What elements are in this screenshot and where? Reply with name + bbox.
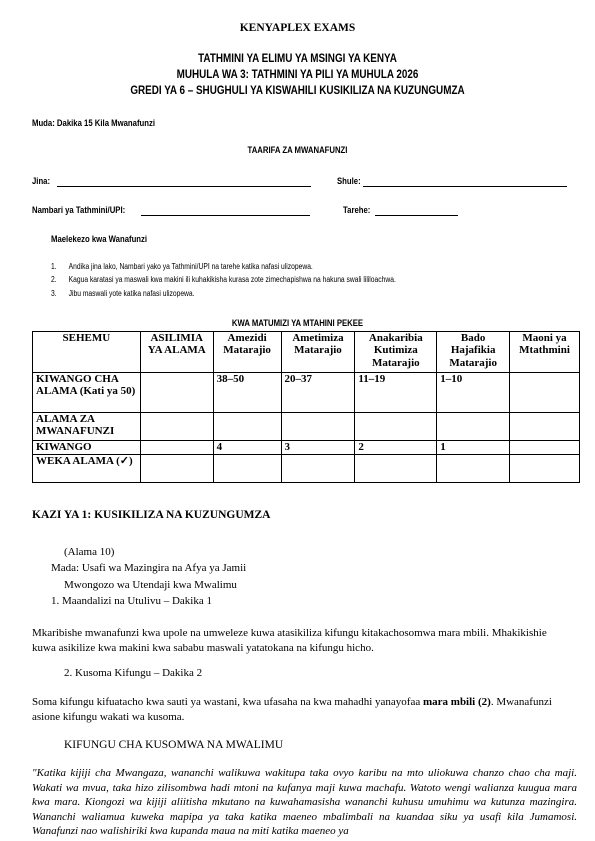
exam-title-line-2: MUHULA WA 3: TATHMINI YA PILI YA MUHULA 2026 xyxy=(176,69,419,81)
table-cell: 2 xyxy=(355,441,437,455)
instruction-item: 2. Kagua karatasi ya maswali kwa makini ili kuhakikisha kurasa zote zimechapishwa na hakuna swali lililoachwa. xyxy=(51,275,396,284)
table-header-row xyxy=(33,332,580,373)
table-cell[interactable] xyxy=(437,413,510,441)
table-cell[interactable] xyxy=(510,413,580,441)
step-2-paragraph: Soma kifungu kifuatacho kwa sauti ya wastani, kwa ufasaha na kwa mahadhi yanayofaa mara mbili (2). Mwanafunzi asione kifungu wakati wa kusoma. xyxy=(32,696,552,723)
student-info-heading: TAARIFA ZA MWANAFUNZI xyxy=(247,145,348,155)
name-label: Jina: xyxy=(32,176,51,186)
duration-label: Muda: Dakika 15 Kila Mwanafunzi xyxy=(32,118,156,128)
school-field[interactable] xyxy=(363,176,567,187)
teacher-guide-heading: Mwongozo wa Utendaji kwa Mwalimu xyxy=(64,579,237,591)
date-field[interactable] xyxy=(375,205,458,216)
table-cell[interactable] xyxy=(213,455,281,483)
table-cell: 38–50 xyxy=(213,373,281,413)
table-cell: 11–19 xyxy=(355,373,437,413)
step-1-heading: 1. Maandalizi na Utulivu – Dakika 1 xyxy=(51,595,212,607)
table-cell: 20–37 xyxy=(281,373,355,413)
table-cell[interactable] xyxy=(355,413,437,441)
examiner-score-table xyxy=(32,331,580,483)
examiner-table-heading: KWA MATUMIZI YA MTAHINI PEKEE xyxy=(231,318,364,328)
passage-title: KIFUNGU CHA KUSOMWA NA MWALIMU xyxy=(64,739,284,751)
table-cell[interactable] xyxy=(281,413,355,441)
task-marks: (Alama 10) xyxy=(64,546,115,558)
table-cell[interactable] xyxy=(140,441,213,455)
date-label: Tarehe: xyxy=(343,205,371,215)
table-cell[interactable] xyxy=(510,373,580,413)
table-cell[interactable] xyxy=(355,455,437,483)
table-cell[interactable] xyxy=(140,413,213,441)
instruction-item: 1. Andika jina lako, Nambari yako ya Tathmini/UPI na tarehe katika nafasi ulizopewa. xyxy=(51,262,313,271)
exam-title-line-3: GREDI YA 6 – SHUGHULI YA KISWAHILI KUSIKILIZA NA KUZUNGUMZA xyxy=(130,85,465,97)
step-1-paragraph: Mkaribishe mwanafunzi kwa upole na umweleze kuwa atasikiliza kifungu kitakachosomwa mara mbili. Mhakikishie kuwa asikilize kwa makini kwa sababu maswali yatatokana na kifungu hicho. xyxy=(32,627,547,654)
name-field[interactable] xyxy=(57,176,311,187)
table-cell[interactable] xyxy=(213,413,281,441)
column-header: Bado Hajafikia Matarajio xyxy=(437,332,510,373)
task-heading: KAZI YA 1: KUSIKILIZA NA KUZUNGUMZA xyxy=(32,509,271,521)
table-cell: WEKA ALAMA (✓) xyxy=(33,455,141,483)
table-cell[interactable] xyxy=(140,373,213,413)
column-header: ASILIMIA YA ALAMA xyxy=(140,332,213,373)
assessment-number-label: Nambari ya Tathmini/UPI: xyxy=(32,205,126,215)
instructions-heading: Maelekezo kwa Wanafunzi xyxy=(51,234,148,244)
column-header: Ametimiza Matarajio xyxy=(281,332,355,373)
column-header: Anakaribia Kutimiza Matarajio xyxy=(355,332,437,373)
table-cell[interactable] xyxy=(437,455,510,483)
column-header: Amezidi Matarajio xyxy=(213,332,281,373)
reading-passage: "Katika kijiji cha Mwangaza, wananchi walikuwa wakitupa taka ovyo karibu na mto uliokuwa chanzo chao cha maji. Wakati wa mvua, taka hizo zilisombwa hadi mtoni na kufanya maji kuwa machafu. Watoto wengi walianza kuugua mara kwa mara. Kiongozi wa kijiji aliitisha mkutano na kuwahamasisha wananchi kuhusu umuhimu wa kutunza mazingira. Wananchi waliamua kuweka mapipa ya taka katika maeneo mbalimbali na kuandaa siku ya usafi kila Jumamosi. Wanafunzi nao walishiriki kwa kupanda maua na miti katika maeneo ya xyxy=(32,767,577,837)
instruction-item: 3. Jibu maswali yote katika nafasi ulizopewa. xyxy=(51,289,195,298)
assessment-number-field[interactable] xyxy=(141,205,310,216)
table-row xyxy=(33,413,580,441)
table-cell[interactable] xyxy=(510,455,580,483)
step-2-heading: 2. Kusoma Kifungu – Dakika 2 xyxy=(64,667,203,679)
table-row xyxy=(33,373,580,413)
table-cell: 1–10 xyxy=(437,373,510,413)
table-cell: ALAMA ZA MWANAFUNZI xyxy=(33,413,141,441)
table-cell: 4 xyxy=(213,441,281,455)
table-cell[interactable] xyxy=(281,455,355,483)
column-header: Maoni ya Mtathmini xyxy=(510,332,580,373)
table-cell[interactable] xyxy=(140,455,213,483)
table-cell[interactable] xyxy=(510,441,580,455)
table-row xyxy=(33,455,580,483)
school-label: Shule: xyxy=(337,176,361,186)
task-topic: Mada: Usafi wa Mazingira na Afya ya Jamii xyxy=(51,562,247,574)
brand-title: KENYAPLEX EXAMS xyxy=(239,22,356,34)
table-cell: KIWANGO xyxy=(33,441,141,455)
column-header: SEHEMU xyxy=(33,332,141,373)
emphasis-text: mara mbili (2) xyxy=(422,696,491,708)
table-cell: 1 xyxy=(437,441,510,455)
exam-title-line-1: TATHMINI YA ELIMU YA MSINGI YA KENYA xyxy=(198,53,397,65)
table-row xyxy=(33,441,580,455)
table-cell: KIWANGO CHA ALAMA (Kati ya 50) xyxy=(33,373,141,413)
table-cell: 3 xyxy=(281,441,355,455)
